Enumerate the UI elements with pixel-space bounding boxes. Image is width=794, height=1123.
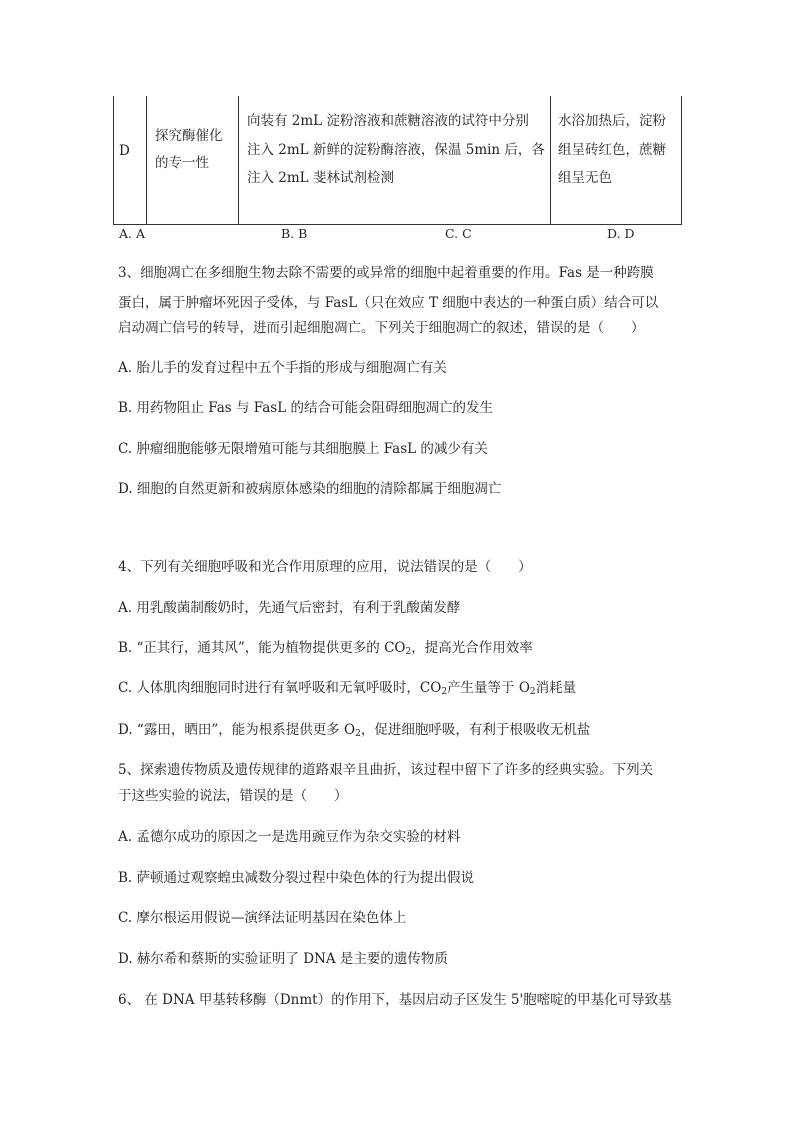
q4-option-c-text: C. 人体肌肉细胞同时进行有氧呼吸和无氧呼吸时，CO — [118, 680, 442, 696]
q5-option-c: C. 摩尔根运用假说—演绎法证明基因在染色体上 — [118, 910, 407, 926]
q3-option-a: A. 胎儿手的发育过程中五个手指的形成与细胞凋亡有关 — [118, 360, 447, 376]
table-divider-2 — [238, 96, 239, 224]
result-line-2: 组呈砖红色，蔗糖 — [558, 142, 666, 158]
q2-option-d: D. D — [607, 226, 635, 241]
q3-option-b: B. 用药物阻止 Fas 与 FasL 的结合可能会阻碍细胞凋亡的发生 — [118, 400, 493, 416]
q5-option-b: B. 萨顿通过观察蝗虫减数分裂过程中染色体的行为提出假说 — [118, 870, 475, 886]
q4-option-d-text-end: ，促进细胞呼吸，有利于根吸收无机盐 — [360, 722, 591, 738]
row-label: D — [119, 143, 130, 159]
q5-option-d: D. 赫尔希和蔡斯的实验证明了 DNA 是主要的遗传物质 — [118, 951, 448, 967]
method-line-3: 注入 2mL 斐林试剂检测 — [247, 170, 394, 186]
experiment-line-2: 的专一性 — [155, 155, 209, 171]
table-border-left — [113, 96, 114, 224]
q4-option-c-subscript-2: 2 — [529, 687, 536, 697]
q4-option-b — [118, 638, 533, 662]
q4-option-a: A. 用乳酸菌制酸奶时，先通气后密封，有利于乳酸菌发酵 — [118, 600, 461, 616]
q4-option-c-text-end: 消耗量 — [535, 680, 577, 696]
q4-option-d — [118, 720, 590, 744]
q3-option-d: D. 细胞的自然更新和被病原体感染的细胞的清除都属于细胞凋亡 — [118, 481, 502, 497]
table-border-bottom — [113, 224, 682, 225]
q4-option-c-subscript-1: 2 — [441, 687, 448, 697]
q3-option-c: C. 肿瘤细胞能够无限增殖可能与其细胞膜上 FasL 的减少有关 — [118, 441, 488, 457]
q4-option-d-text: D. “露田，晒田”，能为根系提供更多 O — [118, 722, 356, 738]
q3-stem-line-2: 蛋白，属于肿瘤坏死因子受体，与 FasL（只在效应 T 细胞中表达的一种蛋白质）结合可以 — [118, 295, 659, 311]
result-line-1: 水浴加热后，淀粉 — [558, 113, 666, 129]
q4-option-c-text-mid: 产生量等于 O — [447, 680, 530, 696]
q6-stem-line-1: 6、 在 DNA 甲基转移酶（Dnmt）的作用下，基因启动子区发生 5'胞嘧啶的甲基化可导致基 — [118, 992, 672, 1008]
table-divider-3 — [550, 96, 551, 224]
q4-option-b-subscript: 2 — [405, 647, 412, 657]
table-divider-1 — [146, 96, 147, 224]
q5-stem-line-1: 5、探索遗传物质及遗传规律的道路艰辛且曲折，该过程中留下了许多的经典实验。下列关 — [118, 762, 654, 778]
q3-stem-line-3: 启动凋亡信号的转导，进而引起细胞凋亡。下列关于细胞凋亡的叙述，错误的是（ ） — [118, 320, 645, 336]
q4-option-c — [118, 678, 576, 702]
table-border-right — [681, 96, 682, 224]
q2-option-b: B. B — [281, 226, 308, 241]
q4-option-b-text-end: ，提高光合作用效率 — [411, 640, 533, 656]
q2-option-a: A. A — [119, 226, 146, 241]
method-line-2: 注入 2mL 新鲜的淀粉酶溶液，保温 5min 后，各 — [247, 142, 545, 158]
q2-option-c: C. C — [445, 226, 472, 241]
result-line-3: 组呈无色 — [558, 170, 612, 186]
q5-stem-line-2: 于这些实验的说法，错误的是（ ） — [118, 788, 348, 804]
method-line-1: 向装有 2mL 淀粉溶液和蔗糖溶液的试符中分别 — [247, 113, 529, 129]
q4-stem: 4、下列有关细胞呼吸和光合作用原理的应用，说法错误的是（ ） — [118, 559, 532, 575]
experiment-line-1: 探究酶催化 — [155, 128, 223, 144]
q4-option-b-text: B. “正其行，通其风”，能为植物提供更多的 CO — [118, 640, 406, 656]
q5-option-a: A. 孟德尔成功的原因之一是选用豌豆作为杂交实验的材料 — [118, 829, 461, 845]
q4-option-d-subscript: 2 — [355, 729, 361, 739]
q3-stem-line-1: 3、细胞凋亡在多细胞生物去除不需要的或异常的细胞中起着重要的作用。Fas 是一种跨膜 — [118, 265, 654, 281]
